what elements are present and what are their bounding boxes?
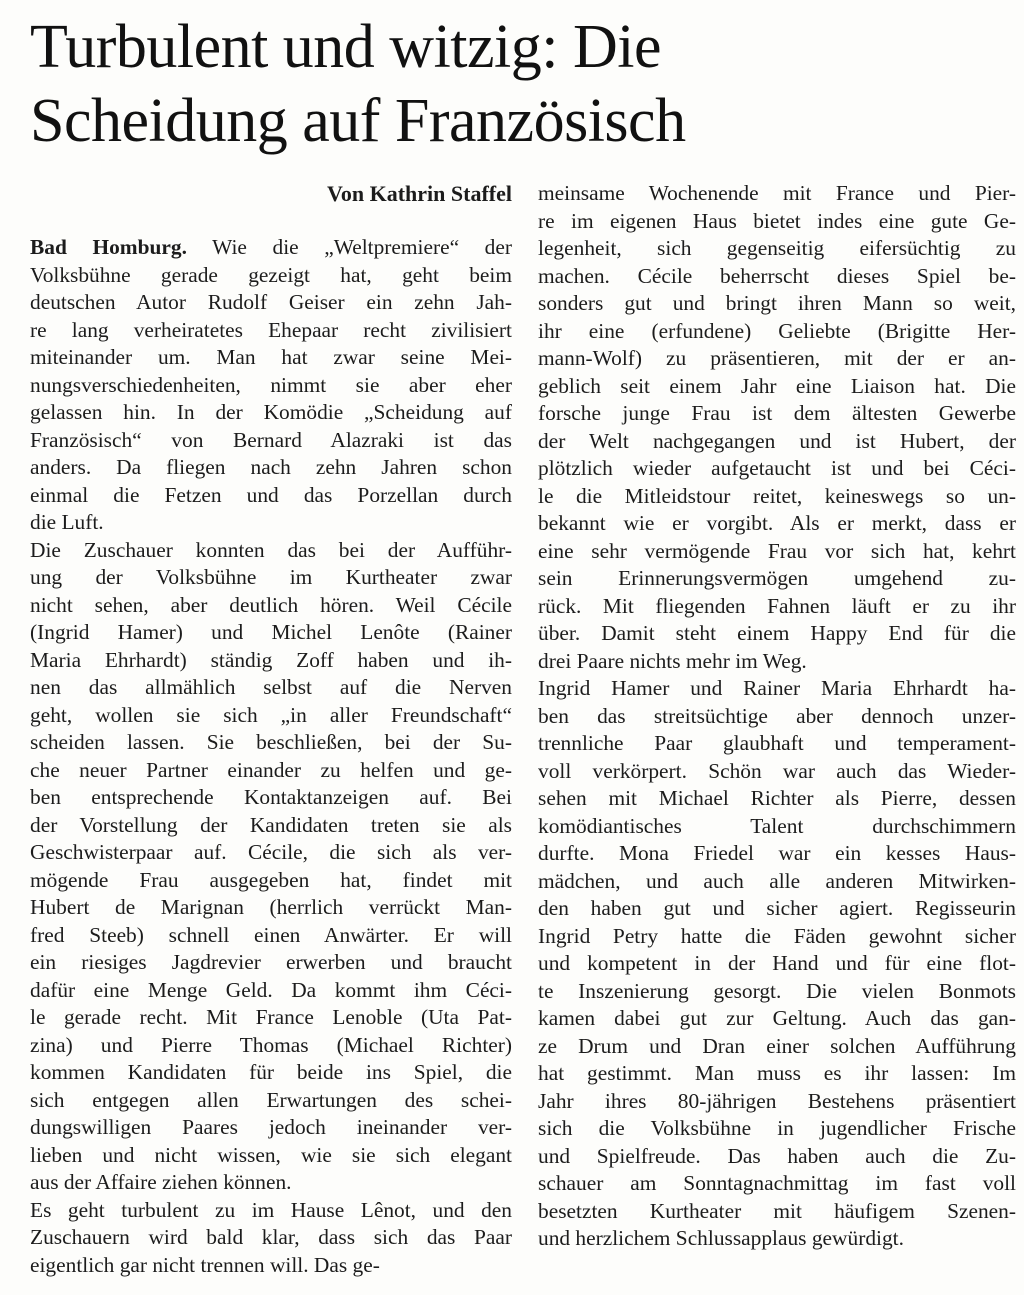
text-line: te Inszenierung gesorgt. Die vielen Bonmots <box>538 978 1016 1003</box>
text-line: schauer am Sonntagnachmittag im fast voll <box>538 1171 1016 1195</box>
text-line: Die Zuschauer konnten das bei der Aufführ- <box>30 537 512 562</box>
text-line: che neuer Partner einander zu helfen und ge- <box>30 757 512 782</box>
text-line: trennliche Paar glaubhaft und temperament- <box>538 731 1016 755</box>
text-line: gelassen hin. In der Komödie „Scheidung auf <box>30 400 512 424</box>
text-line: nicht sehen, aber deutlich hören. Weil Cécile <box>30 592 512 617</box>
text-line: der Vorstellung der Kandidaten treten sie als <box>30 812 512 837</box>
text-line: deutschen Autor Rudolf Geiser ein zehn Jah- <box>30 290 512 314</box>
lead-line <box>30 234 512 262</box>
text-line: machen. Cécile beherrscht dieses Spiel be- <box>538 263 1016 288</box>
text-line: legenheit, sich gegenseitig eifersüchtig zu <box>538 236 1016 260</box>
text-line: mögende Frau ausgegeben hat, findet mit <box>30 867 512 892</box>
article-paragraph <box>538 180 1016 675</box>
text-line: dungswilligen Paares jedoch ineinander ver- <box>30 1115 512 1139</box>
text-line: und kompetent in der Hand und für eine flot- <box>538 951 1016 975</box>
text-line: kommen Kandidaten für beide ins Spiel, die <box>30 1060 512 1084</box>
text-line: ung der Volksbühne im Kurtheater zwar <box>30 565 512 589</box>
article-column-right <box>538 180 1016 1290</box>
text-line: sich entgegen allen Erwartungen des schei- <box>30 1087 512 1112</box>
text-line: plötzlich wieder aufgetaucht ist und bei Céci- <box>538 456 1016 480</box>
text-line: drei Paare nichts mehr im Weg. <box>538 648 807 673</box>
text-line: die Luft. <box>30 510 104 534</box>
text-line: über. Damit steht einem Happy End für die <box>538 621 1016 645</box>
text-line: hat gestimmt. Man muss es ihr lassen: Im <box>538 1061 1016 1085</box>
text-line: le die Mitleidstour reitet, keineswegs so un- <box>538 483 1016 508</box>
article-paragraph <box>30 537 512 1197</box>
text-line: Ingrid Hamer und Rainer Maria Ehrhardt ha- <box>538 676 1016 700</box>
text-line: durfte. Mona Friedel war ein kesses Haus- <box>538 841 1016 865</box>
text-line: der Welt nachgegangen und ist Hubert, der <box>538 428 1016 453</box>
text-line: den haben gut und sicher agiert. Regisseurin <box>538 896 1016 920</box>
text-line: dafür eine Menge Geld. Da kommt ihm Céci- <box>30 977 512 1002</box>
text-line: zina) und Pierre Thomas (Michael Richter) <box>30 1032 512 1057</box>
text-line: mann-Wolf) zu präsentieren, mit der er an- <box>538 346 1016 370</box>
text-line: ze Drum und Dran einer solchen Aufführung <box>538 1033 1016 1058</box>
text-line: eine sehr vermögende Frau vor sich hat, kehrt <box>538 538 1016 563</box>
headline-line: Turbulent und witzig: Die <box>30 13 662 81</box>
text-line: sein Erinnerungsvermögen umgehend zu- <box>538 566 1016 590</box>
headline-line: Scheidung auf Französisch <box>30 87 686 155</box>
text-line: Es geht turbulent zu im Hause Lênot, und den <box>30 1197 512 1222</box>
text-line: sich die Volksbühne in jugendlicher Frische <box>538 1116 1016 1140</box>
text-line: rück. Mit fliegenden Fahnen läuft er zu ihr <box>538 593 1016 618</box>
text-line: Hubert de Marignan (herrlich verrückt Man- <box>30 895 512 919</box>
text-line: nungsverschiedenheiten, nimmt sie aber eher <box>30 372 512 397</box>
text-line: geblich seit einem Jahr eine Liaison hat. Die <box>538 373 1016 398</box>
text-line: besetzten Kurtheater mit häufigem Szenen- <box>538 1198 1016 1223</box>
text-line: anders. Da fliegen nach zehn Jahren schon <box>30 455 512 479</box>
text-line: Ingrid Petry hatte die Fäden gewohnt sicher <box>538 923 1016 948</box>
text-line: miteinander um. Man hat zwar seine Mei- <box>30 345 512 369</box>
text-line: geht, wollen sie sich „in aller Freundschaft“ <box>30 702 512 727</box>
article-paragraph <box>538 675 1016 1253</box>
lead-line-text: Wie die „Weltpremiere“ der <box>212 235 512 259</box>
text-line: meinsame Wochenende mit France und Pier- <box>538 181 1016 205</box>
article-column-left <box>30 180 512 1290</box>
text-line: und Spielfreude. Das haben auch die Zu- <box>538 1143 1016 1168</box>
article-paragraph <box>30 1197 512 1280</box>
text-line: ben das streitsüchtige aber dennoch unzer- <box>538 703 1016 728</box>
text-line: sonders gut und bringt ihren Mann so weit, <box>538 291 1016 315</box>
text-line: ein riesiges Jagdrevier erwerben und braucht <box>30 950 512 974</box>
article-headline <box>30 10 990 158</box>
text-line: einmal die Fetzen und das Porzellan durch <box>30 482 512 507</box>
text-line: re im eigenen Haus bietet indes eine gute Ge- <box>538 208 1016 233</box>
text-line: komödiantisches Talent durchschimmern <box>538 813 1016 838</box>
text-line: ben entsprechende Kontaktanzeigen auf. Bei <box>30 785 512 809</box>
text-line: aus der Affaire ziehen können. <box>30 1170 292 1194</box>
article-paragraph <box>30 262 512 537</box>
text-line: kamen dabei gut zur Geltung. Auch das gan- <box>538 1006 1016 1030</box>
text-line: voll verkörpert. Schön war auch das Wieder- <box>538 758 1016 783</box>
byline: Von Kathrin Staffel <box>327 181 512 206</box>
text-line: le gerade recht. Mit France Lenoble (Uta Pat- <box>30 1005 512 1029</box>
text-line: eigentlich gar nicht trennen will. Das ge- <box>30 1252 380 1277</box>
text-line: sehen mit Michael Richter als Pierre, dessen <box>538 786 1016 810</box>
text-line: nen das allmählich selbst auf die Nerven <box>30 675 512 699</box>
text-line: Geschwisterpaar auf. Cécile, die sich als ver- <box>30 840 512 864</box>
text-line: re lang verheiratetes Ehepaar recht zivilisiert <box>30 317 512 342</box>
text-line: (Ingrid Hamer) und Michel Lenôte (Rainer <box>30 620 512 644</box>
text-line: Maria Ehrhardt) ständig Zoff haben und ih- <box>30 647 512 672</box>
dateline: Bad Homburg. <box>30 235 187 259</box>
text-line: mädchen, und auch alle anderen Mitwirken- <box>538 868 1016 893</box>
text-line: und herzlichem Schlussapplaus gewürdigt. <box>538 1226 904 1250</box>
text-line: lieben und nicht wissen, wie sie sich elegant <box>30 1142 512 1167</box>
text-line: Jahr ihres 80-jährigen Bestehens präsentiert <box>538 1088 1016 1113</box>
text-line: Volksbühne gerade gezeigt hat, geht beim <box>30 262 512 287</box>
text-line: fred Steeb) schnell einen Anwärter. Er will <box>30 922 512 947</box>
text-line: bekannt wie er vorgibt. Als er merkt, dass er <box>538 511 1016 535</box>
text-line: ihr eine (erfundene) Geliebte (Brigitte Her- <box>538 318 1016 343</box>
text-line: Französisch“ von Bernard Alazraki ist das <box>30 427 512 452</box>
text-line: scheiden lassen. Sie beschließen, bei der Su- <box>30 730 512 754</box>
text-line: Zuschauern wird bald klar, dass sich das Paar <box>30 1225 512 1249</box>
text-line: forsche junge Frau ist dem ältesten Gewerbe <box>538 401 1016 425</box>
